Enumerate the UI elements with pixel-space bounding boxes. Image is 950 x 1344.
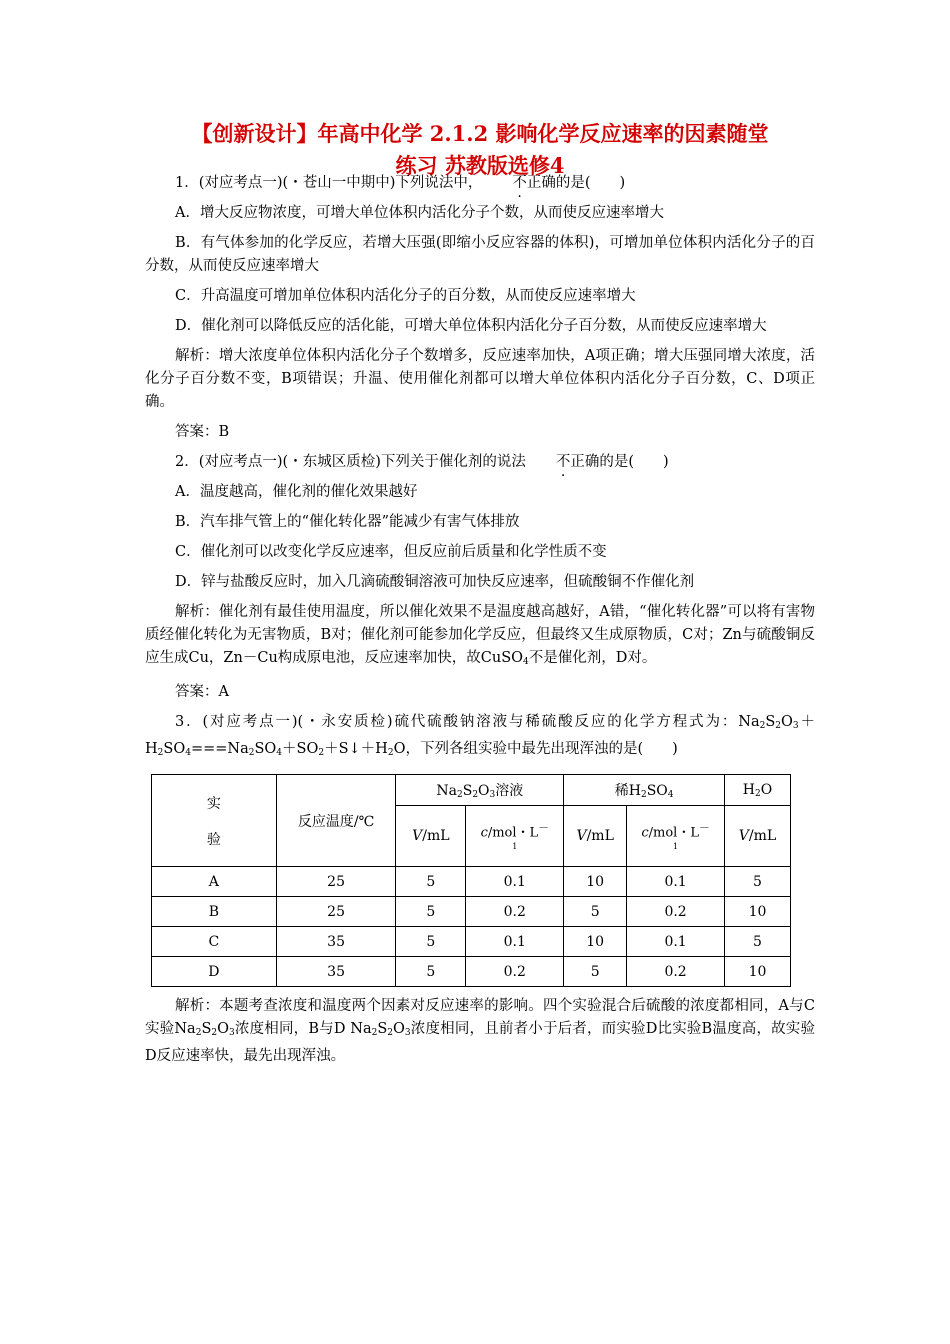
q2-analysis: 解析：催化剂有最佳使用温度，所以催化效果不是温度越高越好，A错，“催化转化器”可以将有害物质经催化转化为无害物质，B对；催化剂可能参加化学反应，但最终又生成原物质，C对；Zn与硫酸铜反应生成Cu，Zn－Cu构成原电池，反应速率加快，故CuSO$_4$不是催化剂，D对。 (145, 603, 815, 667)
q2-option-c: C．催化剂可以改变化学反应速率，但反应前后质量和化学性质不变 (175, 543, 607, 560)
q1-answer: 答案：B (175, 423, 230, 440)
q2-answer: 答案：A (175, 683, 229, 700)
table-row: B 25 5 0.2 5 0.2 10 (152, 897, 791, 927)
experiment-table (151, 774, 791, 987)
header-sulfuric-acid: 稀$H_2SO_4$ (564, 775, 725, 806)
table-row: A 25 5 0.1 10 0.1 5 (152, 867, 791, 897)
q1-analysis: 解析：增大浓度单位体积内活化分子个数增多，反应速率加快，A项正确；增大压强同增大浓度，活化分子百分数不变，B项错误；升温、使用催化剂都可以增大单位体积内活化分子百分数，C、D项正确。 (145, 347, 815, 410)
q1-option-c: C．升高温度可增加单位体积内活化分子的百分数，从而使反应速率增大 (175, 287, 636, 304)
q2-option-a: A．温度越高，催化剂的催化效果越好 (175, 483, 418, 500)
table-row: D 35 5 0.2 5 0.2 10 (152, 957, 791, 987)
unit-volume: V/mL (396, 806, 466, 867)
table-row: C 35 5 0.1 10 0.1 5 (152, 927, 791, 957)
q1-option-b: B．有气体参加的化学反应，若增大压强(即缩小反应容器的体积)，可增加单位体积内活化分子的百分数，从而使反应速率增大 (145, 234, 815, 274)
emphasis-dot: 不 (555, 453, 571, 470)
emphasis-dot: 不 (512, 174, 527, 191)
title-line-1: 【创新设计】年高中化学 2.1.2 影响化学反应速率的因素随堂 (191, 121, 769, 146)
document-body (145, 168, 815, 1071)
q1-stem: 1．(对应考点一)(・苍山一中期中)下列说法中， 不正确的是( ) (145, 168, 815, 198)
title-line-2: 练习 苏教版选修4 (395, 153, 565, 178)
unit-volume: V/mL (564, 806, 627, 867)
unit-concentration: c/mol・L－ 1 (627, 806, 725, 867)
header-temperature: 反应温度/℃ (276, 775, 396, 867)
q2-option-d: D．锌与盐酸反应时，加入几滴硫酸铜溶液可加快反应速率，但硫酸铜不作催化剂 (175, 573, 695, 590)
header-experiment: 实 验 (152, 775, 277, 867)
header-water: $H_2O$ (725, 775, 791, 806)
header-thiosulfate: $Na_2S_2O_3$溶液 (396, 775, 564, 806)
q3-analysis: 解析：本题考查浓度和温度两个因素对反应速率的影响。四个实验混合后硫酸的浓度都相同，A与C实验$Na_2S_2O_3$浓度相同，B与D $Na_2S_2O_3$浓度相同，且前者小于后者，而实验D比实验B温度高，故实验D反应速率快，最先出现浑浊。 (145, 997, 815, 1064)
q2-option-b: B．汽车排气管上的“催化转化器”能减少有害气体排放 (175, 513, 520, 530)
q2-stem: 2．(对应考点一)(・东城区质检)下列关于催化剂的说法 不正确的是( ) (145, 447, 815, 477)
unit-volume: V/mL (725, 806, 791, 867)
unit-concentration: c/mol・L－ 1 (466, 806, 564, 867)
table-header-row (152, 775, 791, 806)
q1-option-a: A．增大反应物浓度，可增大单位体积内活化分子个数，从而使反应速率增大 (175, 204, 664, 221)
q3-stem: 3．(对应考点一)(・永安质检)硫代硫酸钠溶液与稀硫酸反应的化学方程式为：$Na_2S_2O_3+H_2SO_4===Na_2SO_4+SO_2+S↓+H_2O$，下列各组实验中最先出现浑浊的是( ) (145, 713, 815, 758)
q1-option-d: D．催化剂可以降低反应的活化能，可增大单位体积内活化分子百分数，从而使反应速率增大 (175, 317, 767, 334)
